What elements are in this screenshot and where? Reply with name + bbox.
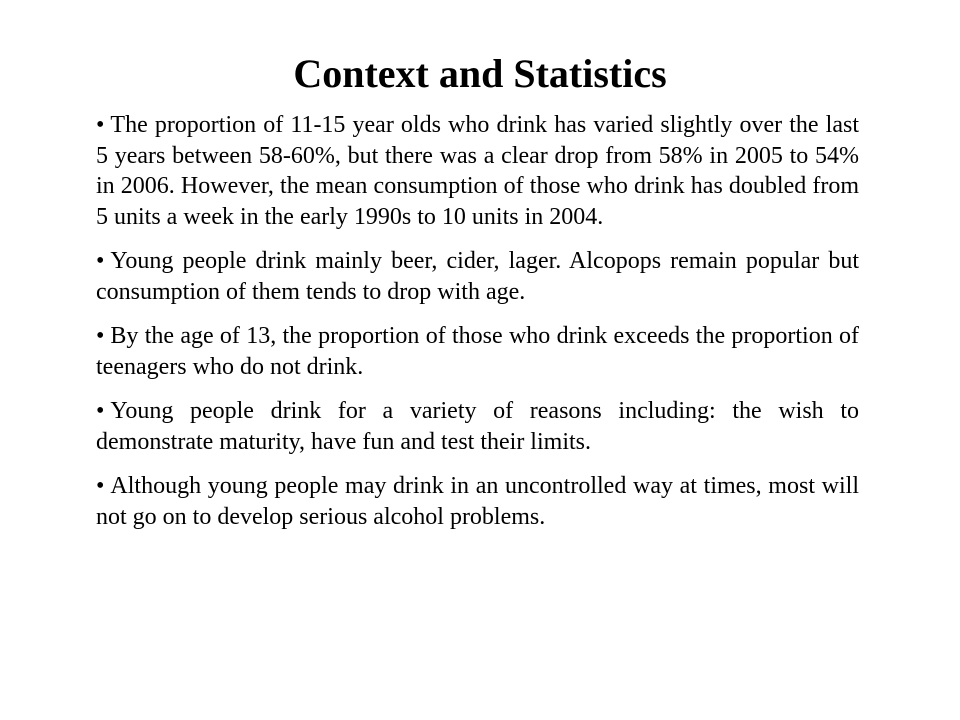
bullet-text-2: Young people drink mainly beer, cider, lager. Alcopops remain popular but consumption of them tends to drop with age.	[96, 248, 859, 305]
bullet-marker: •	[96, 398, 105, 424]
bullet-item-2	[96, 246, 859, 307]
bullet-text-1: The proportion of 11-15 year olds who drink has varied slightly over the last 5 years between 58-60%, but there was a clear drop from 58% in 2005 to 54% in 2006. However, the mean consumption of those who drink has doubled from 5 units a week in the early 1990s to 10 units in 2004.	[96, 112, 859, 230]
bullet-text-5: Although young people may drink in an uncontrolled way at times, most will not go on to develop serious alcohol problems.	[96, 473, 859, 530]
bullet-marker: •	[96, 112, 105, 138]
bullet-item-1	[96, 110, 859, 232]
bullet-item-4	[96, 396, 859, 457]
bullet-item-5	[96, 471, 859, 532]
bullet-list	[96, 110, 859, 546]
bullet-marker: •	[96, 248, 105, 274]
slide-title: Context and Statistics	[293, 51, 667, 96]
bullet-text-4: Young people drink for a variety of reasons including: the wish to demonstrate maturity, have fun and test their limits.	[96, 398, 859, 455]
bullet-marker: •	[96, 473, 105, 499]
bullet-item-3	[96, 321, 859, 382]
bullet-text-3: By the age of 13, the proportion of those who drink exceeds the proportion of teenagers who do not drink.	[96, 323, 859, 380]
bullet-marker: •	[96, 323, 105, 349]
